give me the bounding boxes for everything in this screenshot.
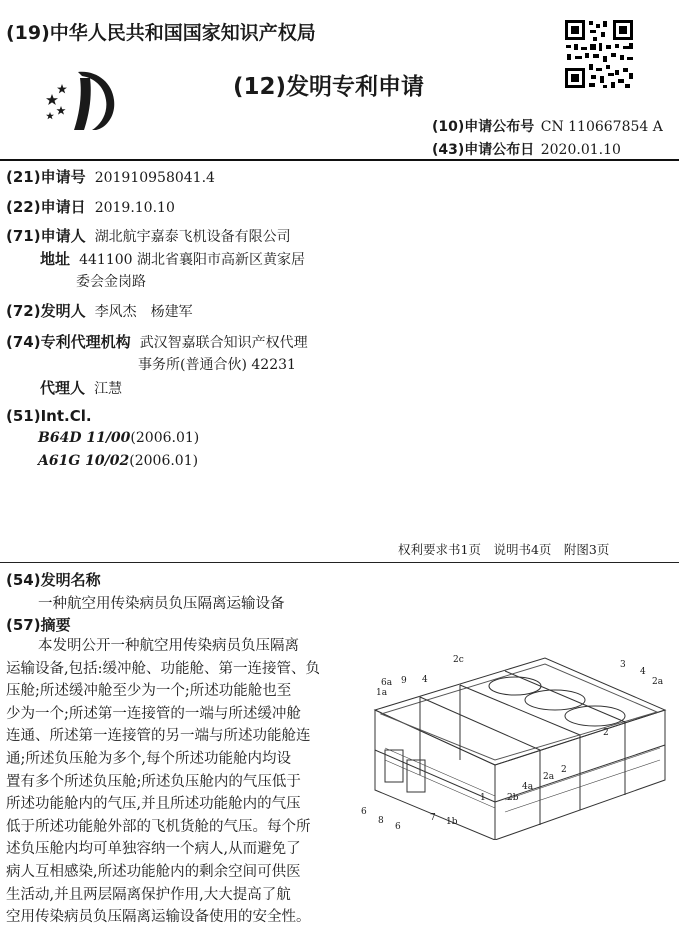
agent-name: 江慧 xyxy=(94,381,123,397)
abstract-line: 运输设备,包括:缓冲舱、功能舱、第一连接管、负 xyxy=(6,660,320,677)
figure-label: 1a xyxy=(376,688,388,698)
publication-number-label: (10)申请公布号 xyxy=(432,119,535,135)
figure-label: 4 xyxy=(640,667,646,677)
abstract-line: 压舱;所述缓冲舱至少为一个;所述功能舱也至 xyxy=(6,683,292,700)
application-date-label: (22)申请日 xyxy=(6,198,86,216)
agency-line-2: 事务所(普通合伙) 42231 xyxy=(138,357,296,373)
application-number-label: (21)申请号 xyxy=(6,168,86,186)
abstract-line: 空用传染病员负压隔离运输设备使用的安全性。 xyxy=(6,909,311,926)
invention-title-label: (54)发明名称 xyxy=(6,571,101,589)
application-number-row xyxy=(6,166,215,187)
figure-label: 2 xyxy=(603,728,609,738)
invention-title: 一种航空用传染病员负压隔离运输设备 xyxy=(38,596,285,612)
office-name: (19)中华人民共和国国家知识产权局 xyxy=(6,22,316,44)
application-date-row xyxy=(6,196,175,217)
figure-label: 6a xyxy=(381,678,393,688)
ipc-class-1 xyxy=(38,430,199,446)
figure-label: 2 xyxy=(561,765,567,775)
abstract-line: 少为一个;所述第一连接管的一端与所述缓冲舱 xyxy=(6,705,301,722)
publication-date: 2020.01.10 xyxy=(540,142,621,158)
figure-label: 4a xyxy=(522,782,534,792)
figure-label: 2a xyxy=(652,677,664,687)
figure-label: 4 xyxy=(422,675,428,685)
abstract-line: 病人互相感染,所述功能舱内的剩余空间可供医 xyxy=(6,863,301,880)
abstract-line: 所述功能舱内的气压,并且所述功能舱内的气压 xyxy=(6,796,301,813)
ipc-year-1: (2006.01) xyxy=(130,430,200,446)
abstract-label: (57)摘要 xyxy=(6,616,71,634)
page-counts: 权利要求书1页 说明书4页 附图3页 xyxy=(398,542,610,557)
applicant-label: (71)申请人 xyxy=(6,227,86,245)
abstract-line: 低于所述功能舱外部的飞机货舱的气压。每个所 xyxy=(6,818,311,835)
application-date: 2019.10.10 xyxy=(94,200,175,216)
figure-label: 1 xyxy=(480,793,486,803)
agent-label: 代理人 xyxy=(40,379,86,397)
ipc-code-1: B64D 11/00 xyxy=(38,430,131,446)
cnipa-logo-icon xyxy=(44,68,124,132)
publication-date-row xyxy=(432,139,621,159)
figure-label: 3 xyxy=(620,660,626,670)
address-row xyxy=(40,248,305,269)
agency-row xyxy=(6,331,308,352)
ipc-year-2: (2006.01) xyxy=(129,453,199,469)
figure-label: 2a xyxy=(543,772,555,782)
header-divider xyxy=(0,159,679,161)
patent-figure xyxy=(345,640,670,840)
document-type: (12)发明专利申请 xyxy=(233,74,425,100)
inventor-row xyxy=(6,300,193,321)
ipc-class-2 xyxy=(38,453,198,469)
application-number: 201910958041.4 xyxy=(94,170,215,186)
figure-label: 2c xyxy=(453,655,464,665)
address-line-2: 委会金岗路 xyxy=(76,274,146,290)
abstract-line: 通;所述负压舱为多个,每个所述功能舱内均设 xyxy=(6,750,291,767)
section-divider xyxy=(0,562,679,563)
publication-date-label: (43)申请公布日 xyxy=(432,142,535,158)
applicant-row xyxy=(6,225,291,246)
abstract-line: 连通、所述第一连接管的另一端与所述功能舱连 xyxy=(6,728,311,745)
figure-label: 9 xyxy=(401,676,407,686)
address-label: 地址 xyxy=(40,250,71,268)
agency-line-1: 武汉智嘉联合知识产权代理 xyxy=(139,335,308,351)
figure-label: 6 xyxy=(361,807,367,817)
publication-number-row xyxy=(432,116,663,136)
abstract-line: 置有多个所述负压舱;所述负压舱内的气压低于 xyxy=(6,773,301,790)
qr-code-icon xyxy=(563,18,635,90)
agency-label: (74)专利代理机构 xyxy=(6,333,131,351)
ipc-label: (51)Int.Cl. xyxy=(6,407,92,425)
inventor-label: (72)发明人 xyxy=(6,302,86,320)
abstract-line: 述负压舱内均可单独容纳一个病人,从而避免了 xyxy=(6,841,301,858)
abstract-line: 生活动,并且两层隔离保护作用,大大提高了航 xyxy=(6,886,291,903)
publication-number: CN 110667854 A xyxy=(540,119,663,135)
figure-label: 7 xyxy=(430,813,436,823)
applicant-name: 湖北航宇嘉泰飞机设备有限公司 xyxy=(94,229,291,245)
figure-label: 2b xyxy=(507,793,519,803)
figure-label: 8 xyxy=(378,816,384,826)
abstract-line: 本发明公开一种航空用传染病员负压隔离 xyxy=(38,638,299,654)
figure-label: 6 xyxy=(395,822,401,832)
ipc-code-2: A61G 10/02 xyxy=(38,453,130,469)
inventor-names: 李风杰 杨建军 xyxy=(94,304,193,320)
address-line-1: 441100 湖北省襄阳市高新区黄家居 xyxy=(79,252,306,268)
agent-row xyxy=(40,377,122,398)
abstract-text xyxy=(6,635,338,929)
figure-label: 1b xyxy=(446,817,458,827)
